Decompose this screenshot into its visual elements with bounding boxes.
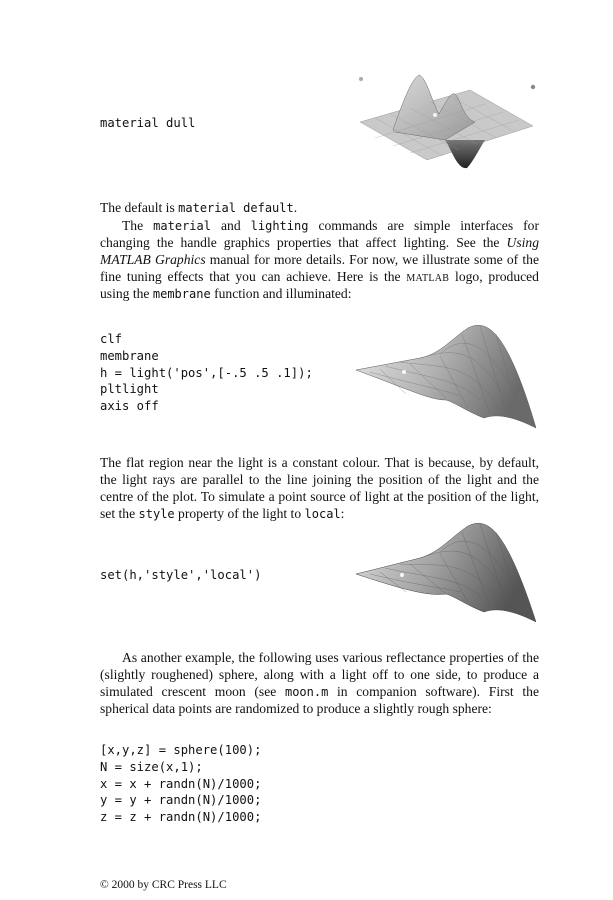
light-marker-icon: [400, 573, 404, 577]
membrane-local-light-plot: [350, 518, 540, 628]
peaks-surface-plot: [355, 70, 555, 180]
code-sphere-block: [x,y,z] = sphere(100); N = size(x,1); x = x + randn(N)/1000; y = y + randn(N)/1000; z = z + randn(N)/1000;: [100, 743, 262, 825]
code-set-style-local: set(h,'style','local'): [100, 568, 262, 582]
paragraph-flat-region: The flat region near the light is a constant colour. That is because, by default, the light rays are parallel to the line joining the position of the light and the centre of the plot. To simulate a point source of light at the position of the light, set the style property of the light to local:: [100, 455, 539, 521]
light-marker-icon: [433, 113, 437, 117]
membrane-surface-plot: [350, 320, 540, 430]
copyright-footer: © 2000 by CRC Press LLC: [100, 879, 227, 891]
light-marker-icon: [531, 85, 535, 89]
paragraph-crescent-moon: As another example, the following uses various reflectance properties of the (slightly roughened) sphere, along with a light off to one side, to produce a simulated crescent moon (see moon.m in companion software). First the spherical data points are randomized to produce a slightly rough sphere:: [100, 650, 539, 716]
code-material-dull: material dull: [100, 116, 196, 130]
paragraph-material-lighting: The material and lighting commands are simple interfaces for changing the handle graphics properties that affect lighting. See the Using MATLAB Graphics manual for more details. For now, we illustrate some of the fine tuning effects that you can achieve. Here is the matlab logo, produced using the membrane function and illuminated:: [100, 218, 539, 301]
light-marker-icon: [402, 370, 406, 374]
light-marker-icon: [359, 77, 363, 81]
code-membrane-block: clf membrane h = light('pos',[-.5 .5 .1]); pltlight axis off: [100, 332, 313, 414]
paragraph-default-material: The default is material default.: [100, 200, 298, 215]
